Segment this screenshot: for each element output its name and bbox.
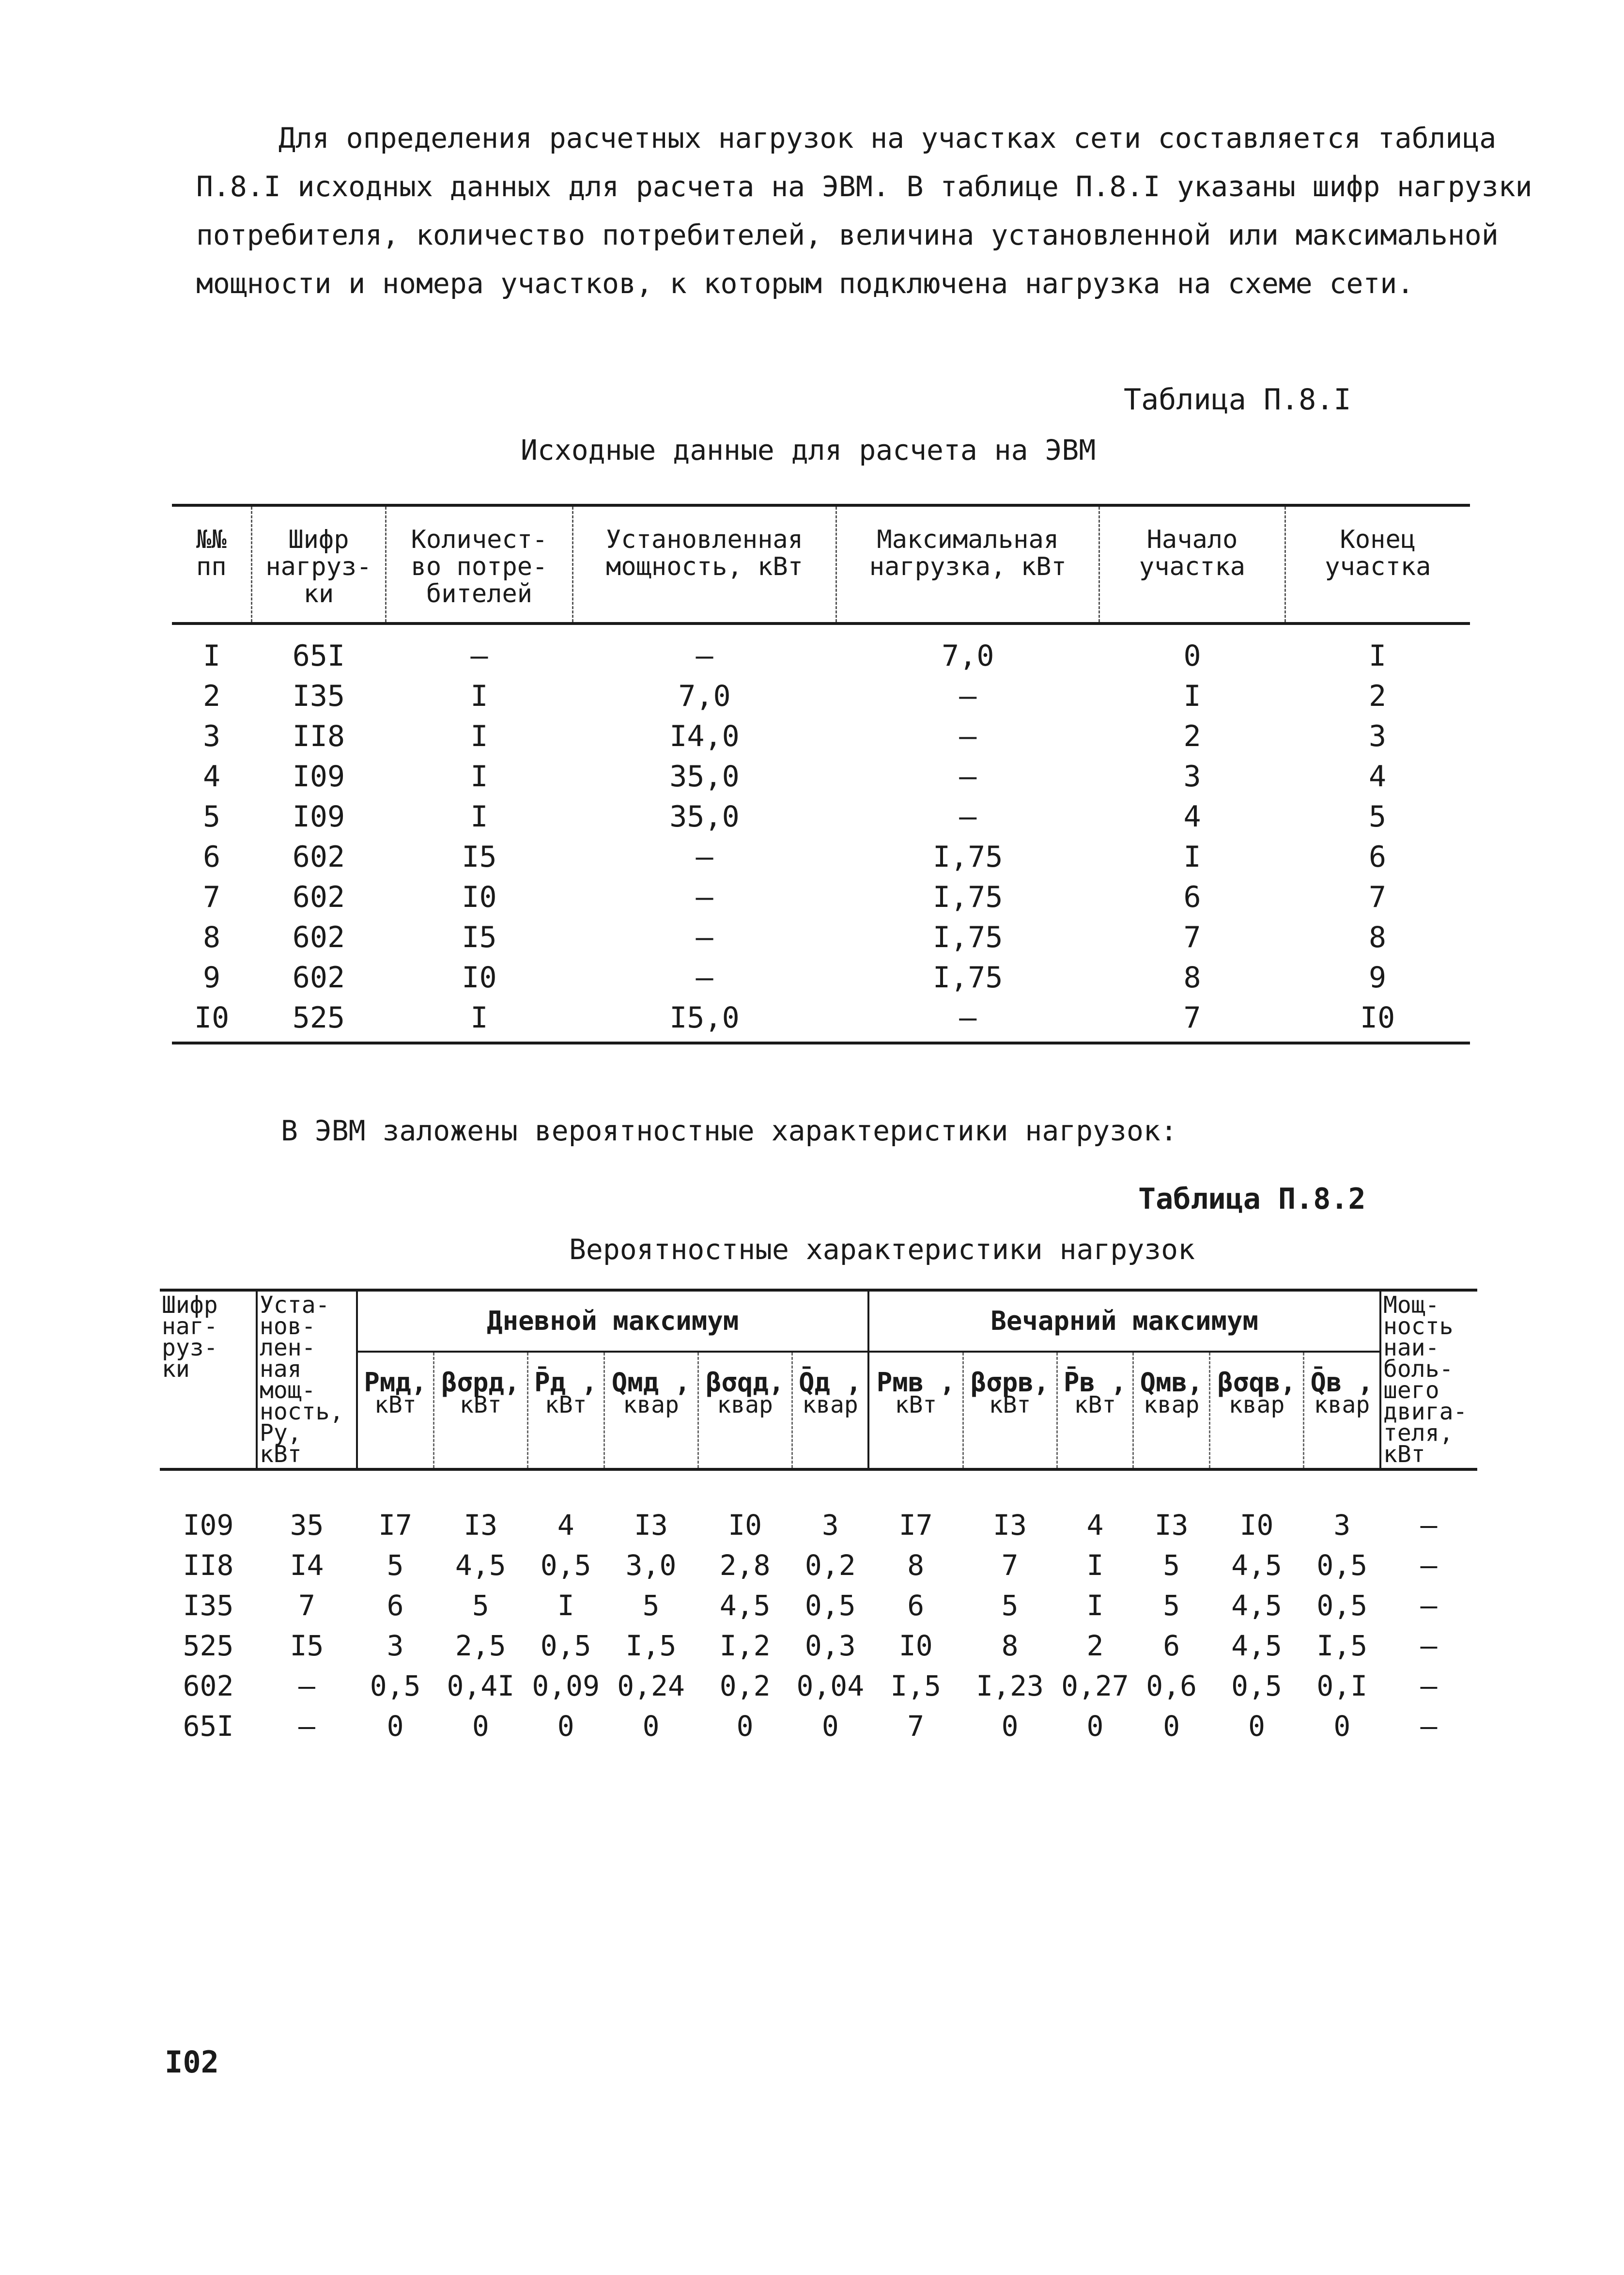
t1-cell: I5,0 — [572, 997, 836, 1043]
t1-cell: 7,0 — [942, 639, 994, 673]
t1-cell: I5 — [462, 920, 497, 954]
t2-cell: 0,6 — [1146, 1669, 1197, 1702]
t2-sub-header: βσрв, кВт — [963, 1352, 1057, 1469]
table1 — [172, 504, 1470, 1044]
t2-cell: I09 — [183, 1508, 234, 1542]
t1-cell: 5 — [203, 799, 221, 834]
t2-cell: 4,5 — [455, 1548, 506, 1582]
t2-cell: 65I — [183, 1709, 234, 1743]
intro-paragraph — [196, 114, 1532, 308]
t1-cell: – — [696, 639, 713, 673]
t1-cell: 602 — [292, 920, 345, 954]
table-row — [172, 676, 1470, 716]
t2-cell: 0,4I — [447, 1669, 515, 1702]
table1-title: Исходные данные для расчета на ЭВМ — [521, 434, 1096, 467]
t2-cell: 602 — [183, 1669, 234, 1702]
t1-cell: – — [959, 799, 977, 834]
t2-cell: I,5 — [625, 1629, 677, 1662]
t2-cell: I3 — [1154, 1508, 1189, 1542]
t1-header: Шифр нагруз- ки — [251, 505, 386, 623]
table-row — [172, 756, 1470, 796]
t2-cell: 5 — [1001, 1589, 1019, 1622]
t2-cell: 6 — [387, 1589, 404, 1622]
t2-cell: 0 — [1333, 1709, 1351, 1743]
t1-cell: 7 — [1099, 997, 1285, 1043]
t1-cell: I — [470, 759, 488, 794]
table2-title: Вероятностные характеристики нагрузок — [569, 1233, 1195, 1266]
t2-sub-header: βσqв, квар — [1210, 1352, 1304, 1469]
t2-cell: 0 — [736, 1709, 754, 1743]
t2-cell: 0 — [1248, 1709, 1265, 1743]
t2-cell: 4 — [557, 1508, 574, 1542]
t1-header: Конец участка — [1285, 505, 1470, 623]
t1-cell: 2 — [1183, 719, 1201, 753]
t2-cell: 0,5 — [540, 1548, 591, 1582]
t1-cell: I,75 — [933, 880, 1003, 914]
t1-cell: I — [1183, 840, 1201, 874]
t2-cell: I7 — [898, 1508, 933, 1542]
t1-cell: I — [386, 997, 573, 1043]
t2-cell: I3 — [993, 1508, 1027, 1542]
t2-cell: 5 — [387, 1548, 404, 1582]
t1-cell: I09 — [292, 799, 345, 834]
t2-cell: 4,5 — [1231, 1589, 1282, 1622]
t1-cell: 4 — [203, 759, 221, 794]
t1-cell: – — [959, 759, 977, 794]
table-row — [160, 1666, 1477, 1706]
t1-cell: I35 — [292, 679, 345, 713]
t1-cell: 65I — [292, 639, 345, 673]
t2-cell: – — [1420, 1589, 1438, 1622]
t2-sub-header: Pмд, кВт — [357, 1352, 433, 1469]
t2-cell: I7 — [378, 1508, 413, 1542]
t2-cell: 0 — [1086, 1709, 1104, 1743]
t2-cell: 5 — [642, 1589, 660, 1622]
t2-cell: 8 — [1001, 1629, 1019, 1662]
t1-cell: I0 — [462, 960, 497, 995]
t2-cell: 6 — [907, 1589, 925, 1622]
t2-sub-header: P̄в , кВт — [1057, 1352, 1133, 1469]
t2-cell: 0 — [472, 1709, 489, 1743]
t1-cell: – — [836, 997, 1099, 1043]
t2-sub-header: βσрд, кВт — [433, 1352, 527, 1469]
table-row — [172, 837, 1470, 877]
t1-cell: 35,0 — [669, 799, 740, 834]
t2-cell: 0,5 — [1316, 1589, 1368, 1622]
t2-cell: I0 — [898, 1629, 933, 1662]
t2-cell: I0 — [1239, 1508, 1274, 1542]
t2-cell: 7 — [1001, 1548, 1019, 1582]
t1-header: №№ пп — [172, 505, 251, 623]
t1-cell: 602 — [292, 960, 345, 995]
t2-cell: 3 — [387, 1629, 404, 1662]
t2-cell: 0,5 — [804, 1589, 856, 1622]
t2-cell: 0,5 — [370, 1669, 421, 1702]
t2-cell: – — [1420, 1629, 1438, 1662]
t2-cell: 0,09 — [532, 1669, 600, 1702]
t1-cell: I,75 — [933, 960, 1003, 995]
t2-cell: I,5 — [1316, 1629, 1368, 1662]
t1-cell: – — [696, 920, 713, 954]
t1-cell: 3 — [1369, 719, 1387, 753]
t2-header-day: Дневной максимум — [357, 1290, 868, 1352]
t1-cell: I0 — [462, 880, 497, 914]
t2-cell: 0,24 — [617, 1669, 685, 1702]
t1-cell: 6 — [203, 840, 221, 874]
t1-cell: 5 — [1369, 799, 1387, 834]
t2-sub-header: Qмв, квар — [1133, 1352, 1210, 1469]
t1-cell: 0 — [1183, 639, 1201, 673]
t1-cell: – — [696, 880, 713, 914]
t1-cell: – — [470, 639, 488, 673]
t1-cell: 2 — [203, 679, 221, 713]
t1-header: Максимальная нагрузка, кВт — [836, 505, 1099, 623]
t2-header-code: Шифр наг- руз- ки — [160, 1290, 257, 1469]
t2-cell: 3 — [1333, 1508, 1351, 1542]
t1-cell: – — [696, 960, 713, 995]
table-row — [160, 1545, 1477, 1585]
t1-cell: I — [1369, 639, 1387, 673]
t1-cell: I0 — [172, 997, 251, 1043]
t2-cell: 7 — [298, 1589, 315, 1622]
t2-cell: I,23 — [976, 1669, 1044, 1702]
t2-sub-header: βσqд, квар — [698, 1352, 792, 1469]
intro-line: Для определения расчетных нагрузок на участках сети составляется таблица — [278, 122, 1497, 155]
t2-cell: I5 — [290, 1629, 324, 1662]
table-row — [172, 957, 1470, 997]
t2-sub-header: Pмв , кВт — [868, 1352, 963, 1469]
t1-cell: – — [696, 840, 713, 874]
t2-cell: 0,5 — [1316, 1548, 1368, 1582]
t2-cell: 0 — [557, 1709, 574, 1743]
t2-cell: 5 — [472, 1589, 489, 1622]
t1-cell: 7 — [1369, 880, 1387, 914]
t1-cell: 9 — [203, 960, 221, 995]
t2-cell: 7 — [907, 1709, 925, 1743]
t2-cell: 4 — [1086, 1508, 1104, 1542]
t2-cell: 0,5 — [540, 1629, 591, 1662]
t2-cell: 0 — [1001, 1709, 1019, 1743]
table-row — [160, 1706, 1477, 1746]
t2-cell: – — [1420, 1508, 1438, 1542]
t1-cell: 602 — [292, 880, 345, 914]
t1-header: Количест- во потре- бителей — [386, 505, 573, 623]
t1-cell: 602 — [292, 840, 345, 874]
t1-cell: 3 — [203, 719, 221, 753]
t2-cell: 5 — [1163, 1548, 1180, 1582]
t1-cell: – — [959, 679, 977, 713]
t2-header-motor: Мощ- ность наи- боль- шего двига- теля, кВт — [1380, 1290, 1477, 1469]
t2-cell: – — [1420, 1709, 1438, 1743]
t1-cell: II8 — [292, 719, 345, 753]
t1-cell: 7 — [203, 880, 221, 914]
intro-line: мощности и номера участков, к которым подключена нагрузка на схеме сети. — [196, 267, 1414, 300]
t1-cell: I,75 — [933, 920, 1003, 954]
t2-cell: 8 — [907, 1548, 925, 1582]
t2-cell: I,5 — [890, 1669, 942, 1702]
t1-header: Начало участка — [1099, 505, 1285, 623]
t2-cell: 0,5 — [1231, 1669, 1282, 1702]
t2-cell: I — [1086, 1589, 1104, 1622]
t2-cell: 0,I — [1316, 1669, 1368, 1702]
t1-cell: 6 — [1369, 840, 1387, 874]
t2-header-installed: Уста- нов- лен- ная мощ- ность, Pу, кВт — [257, 1290, 357, 1469]
table1-label: Таблица П.8.I — [1124, 383, 1351, 417]
t2-cell: I35 — [183, 1589, 234, 1622]
t2-cell: 4,5 — [1231, 1629, 1282, 1662]
t1-cell: I — [203, 639, 221, 673]
t1-cell: 525 — [251, 997, 386, 1043]
t1-cell: 8 — [1369, 920, 1387, 954]
t1-cell: 8 — [203, 920, 221, 954]
t2-cell: 5 — [1163, 1589, 1180, 1622]
t2-cell: I0 — [728, 1508, 762, 1542]
t2-header-evening: Вечарний максимум — [868, 1290, 1380, 1352]
t2-cell: I3 — [464, 1508, 498, 1542]
t1-cell: – — [959, 719, 977, 753]
t1-cell: 2 — [1369, 679, 1387, 713]
t2-cell: I — [557, 1589, 574, 1622]
t2-cell: 2,8 — [719, 1548, 771, 1582]
table-row — [172, 997, 1470, 1043]
t1-cell: 9 — [1369, 960, 1387, 995]
t2-cell: 0,3 — [804, 1629, 856, 1662]
t2-cell: I4 — [290, 1548, 324, 1582]
t2-cell: 0 — [642, 1709, 660, 1743]
table-row — [160, 1625, 1477, 1666]
t1-cell: I5 — [462, 840, 497, 874]
t2-cell: I3 — [634, 1508, 668, 1542]
t2-cell: – — [298, 1709, 315, 1743]
t1-cell: I0 — [1285, 997, 1470, 1043]
t1-cell: 3 — [1183, 759, 1201, 794]
table-row — [172, 877, 1470, 917]
t2-cell: 0,04 — [796, 1669, 865, 1702]
table-row — [172, 623, 1470, 676]
t1-cell: I — [1183, 679, 1201, 713]
t1-cell: I — [470, 799, 488, 834]
t1-cell: 4 — [1183, 799, 1201, 834]
between-text: В ЭВМ заложены вероятностные характеристики нагрузок: — [281, 1114, 1177, 1147]
intro-line: П.8.I исходных данных для расчета на ЭВМ. В таблице П.8.I указаны шифр нагрузки — [196, 170, 1532, 203]
t1-cell: 7,0 — [678, 679, 731, 713]
t2-cell: – — [1420, 1669, 1438, 1702]
t1-header: Установленная мощность, кВт — [572, 505, 836, 623]
t1-cell: I4,0 — [669, 719, 740, 753]
table-row — [172, 716, 1470, 756]
table-row — [172, 917, 1470, 957]
table-row — [172, 796, 1470, 837]
t1-cell: I09 — [292, 759, 345, 794]
t2-cell: 2,5 — [455, 1629, 506, 1662]
t2-cell: 4,5 — [719, 1589, 771, 1622]
t2-cell: II8 — [183, 1548, 234, 1582]
t2-cell: I,2 — [719, 1629, 771, 1662]
t1-cell: I — [470, 719, 488, 753]
page-number: I02 — [165, 2044, 219, 2080]
table-row — [160, 1469, 1477, 1545]
table2 — [160, 1289, 1477, 1746]
t1-cell: 4 — [1369, 759, 1387, 794]
t2-cell: 0 — [1163, 1709, 1180, 1743]
t1-cell: I — [470, 679, 488, 713]
t2-cell: 3,0 — [625, 1548, 677, 1582]
t1-cell: I,75 — [933, 840, 1003, 874]
t2-cell: 0,2 — [804, 1548, 856, 1582]
t2-cell: 2 — [1086, 1629, 1104, 1662]
t2-cell: 4,5 — [1231, 1548, 1282, 1582]
t2-sub-header: Q̄в , квар — [1304, 1352, 1380, 1469]
t2-cell: 3 — [821, 1508, 839, 1542]
t2-cell: 0,27 — [1061, 1669, 1129, 1702]
table2-label: Таблица П.8.2 — [1138, 1182, 1366, 1216]
t2-sub-header: P̄д , кВт — [527, 1352, 604, 1469]
intro-line: потребителя, количество потребителей, величина установленной или максимальной — [196, 218, 1499, 251]
t2-sub-header: Q̄д , квар — [792, 1352, 868, 1469]
t1-cell: 8 — [1183, 960, 1201, 995]
t2-cell: 0 — [387, 1709, 404, 1743]
t2-cell: 6 — [1163, 1629, 1180, 1662]
t2-cell: 525 — [183, 1629, 234, 1662]
t1-cell: 6 — [1183, 880, 1201, 914]
t2-cell: – — [298, 1669, 315, 1702]
t2-cell: 0,2 — [719, 1669, 771, 1702]
t1-cell: 7 — [1183, 920, 1201, 954]
t2-cell: – — [1420, 1548, 1438, 1582]
t2-sub-header: Qмд , квар — [604, 1352, 698, 1469]
table-row — [160, 1585, 1477, 1625]
t1-cell: 35,0 — [669, 759, 740, 794]
t2-cell: I — [1086, 1548, 1104, 1582]
t2-cell: 35 — [290, 1508, 324, 1542]
t2-cell: 0 — [821, 1709, 839, 1743]
